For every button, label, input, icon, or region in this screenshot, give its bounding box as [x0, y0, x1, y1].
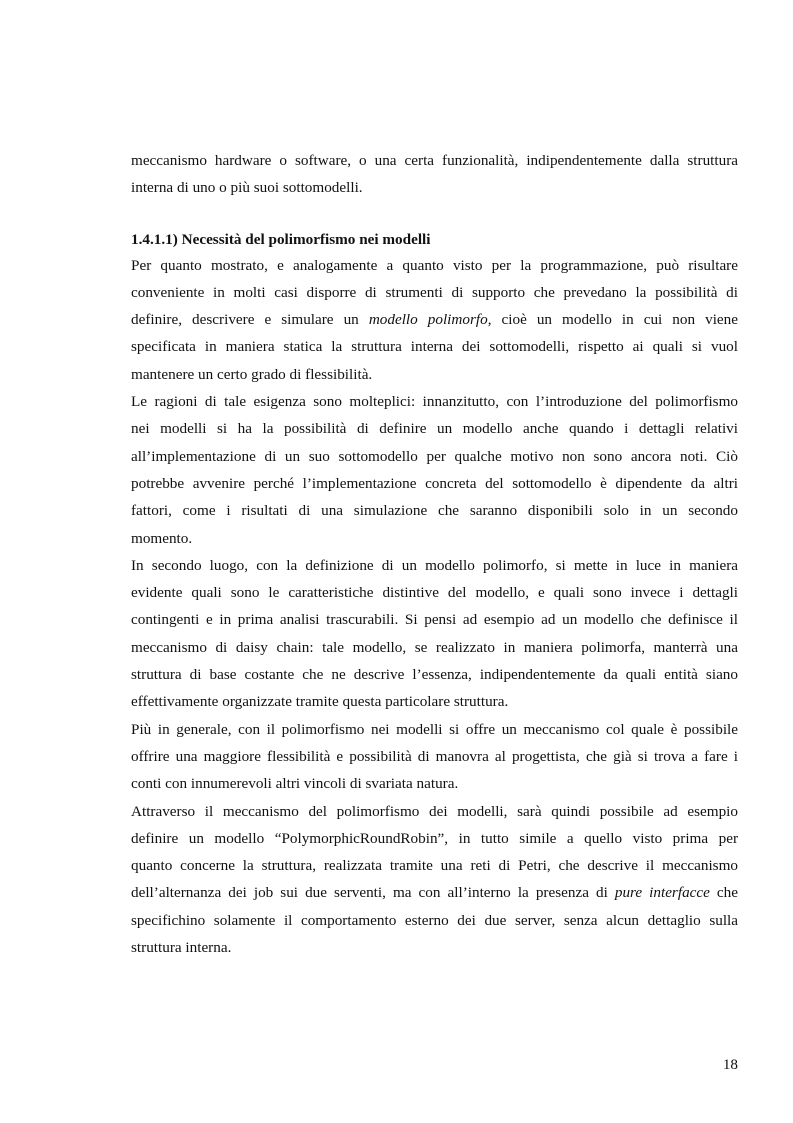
text-line: specifichino solamente il comportamento esterno dei due server, senza alcun dettaglio sulla: [131, 911, 738, 929]
text-line: Più in generale, con il polimorfismo nei modelli si offre un meccanismo col quale è possibile: [131, 720, 738, 738]
page-number: 18: [722, 1056, 738, 1073]
text-line: potrebbe avvenire perché l’implementazione concreta del sottomodello è dipendente da altri: [131, 474, 738, 492]
emphasis-modello-polimorfo: modello polimorfo: [368, 311, 488, 329]
text-line: Attraverso il meccanismo del polimorfismo dei modelli, sarà quindi possibile ad esempio: [131, 802, 738, 820]
text-line: Le ragioni di tale esigenza sono molteplici: innanzitutto, con l’introduzione del polimorfismo: [131, 393, 738, 411]
text-line: conti con innumerevoli altri vincoli di svariata natura.: [131, 775, 459, 793]
text-line: evidente quali sono le caratteristiche distintive del modello, e quali sono invece i dettagli: [131, 584, 738, 602]
text-line: nei modelli si ha la possibilità di definire un modello anche quando i dettagli relativi: [131, 420, 738, 438]
text-line: effettivamente organizzate tramite questa particolare struttura.: [131, 693, 509, 711]
text-line: mantenere un certo grado di flessibilità.: [131, 365, 373, 383]
section-heading: 1.4.1.1) Necessità del polimorfismo nei modelli: [131, 230, 431, 248]
text-line: interna di uno o più suoi sottomodelli.: [131, 179, 363, 197]
page-body: [131, 147, 738, 961]
text-line: [131, 306, 738, 333]
text-line: fattori, come i risultati di una simulazione che saranno disponibili solo in un secondo: [131, 502, 738, 520]
paragraph-2: [131, 388, 738, 552]
text-line: specificata in maniera statica la struttura interna dei sottomodelli, rispetto ai quali si vuol: [131, 338, 738, 356]
text-line: struttura di base costante che ne descrive l’essenza, indipendentemente da quali entità siano: [131, 666, 738, 684]
text-span: che: [709, 884, 739, 902]
text-line: conveniente in molti casi disporre di strumenti di supporto che prevedano la possibilità di: [131, 283, 738, 301]
text-span: dell’alternanza dei job sui due serventi, ma con all’interno la presenza di: [131, 884, 615, 902]
text-line: all’implementazione di un suo sottomodello per qualche motivo non sono ancora noti. Ciò: [131, 447, 738, 465]
text-line: definire un modello “PolymorphicRoundRobin”, in tutto simile a quello visto prima per: [131, 829, 738, 847]
text-line: [131, 879, 738, 906]
paragraph-3: [131, 552, 738, 716]
paragraph-5: [131, 798, 738, 962]
text-line: quanto concerne la struttura, realizzata tramite una reti di Petri, che descrive il meccanismo: [131, 857, 738, 875]
paragraph-4: [131, 716, 738, 798]
text-span: definire, descrivere e simulare un: [131, 311, 369, 329]
intro-paragraph: [131, 147, 738, 202]
text-line: struttura interna.: [131, 939, 232, 957]
text-line: contingenti e in prima analisi trascurabili. Si pensi ad esempio ad un modello che definisce il: [131, 611, 738, 629]
text-line: meccanismo hardware o software, o una certa funzionalità, indipendentemente dalla struttura: [131, 152, 738, 169]
emphasis-pure-interfacce: pure interfacce: [614, 884, 710, 902]
text-line: momento.: [131, 529, 193, 547]
paragraph-1: [131, 252, 738, 388]
text-line: In secondo luogo, con la definizione di un modello polimorfo, si mette in luce in maniera: [131, 556, 738, 574]
text-line: offrire una maggiore flessibilità e possibilità di manovra al progettista, che già si trova a fare i: [131, 747, 738, 765]
text-span: , cioè un modello in cui non viene: [487, 311, 738, 329]
text-line: meccanismo di daisy chain: tale modello, se realizzato in maniera polimorfa, manterrà una: [131, 638, 738, 656]
text-line: Per quanto mostrato, e analogamente a quanto visto per la programmazione, può risultare: [131, 256, 738, 274]
